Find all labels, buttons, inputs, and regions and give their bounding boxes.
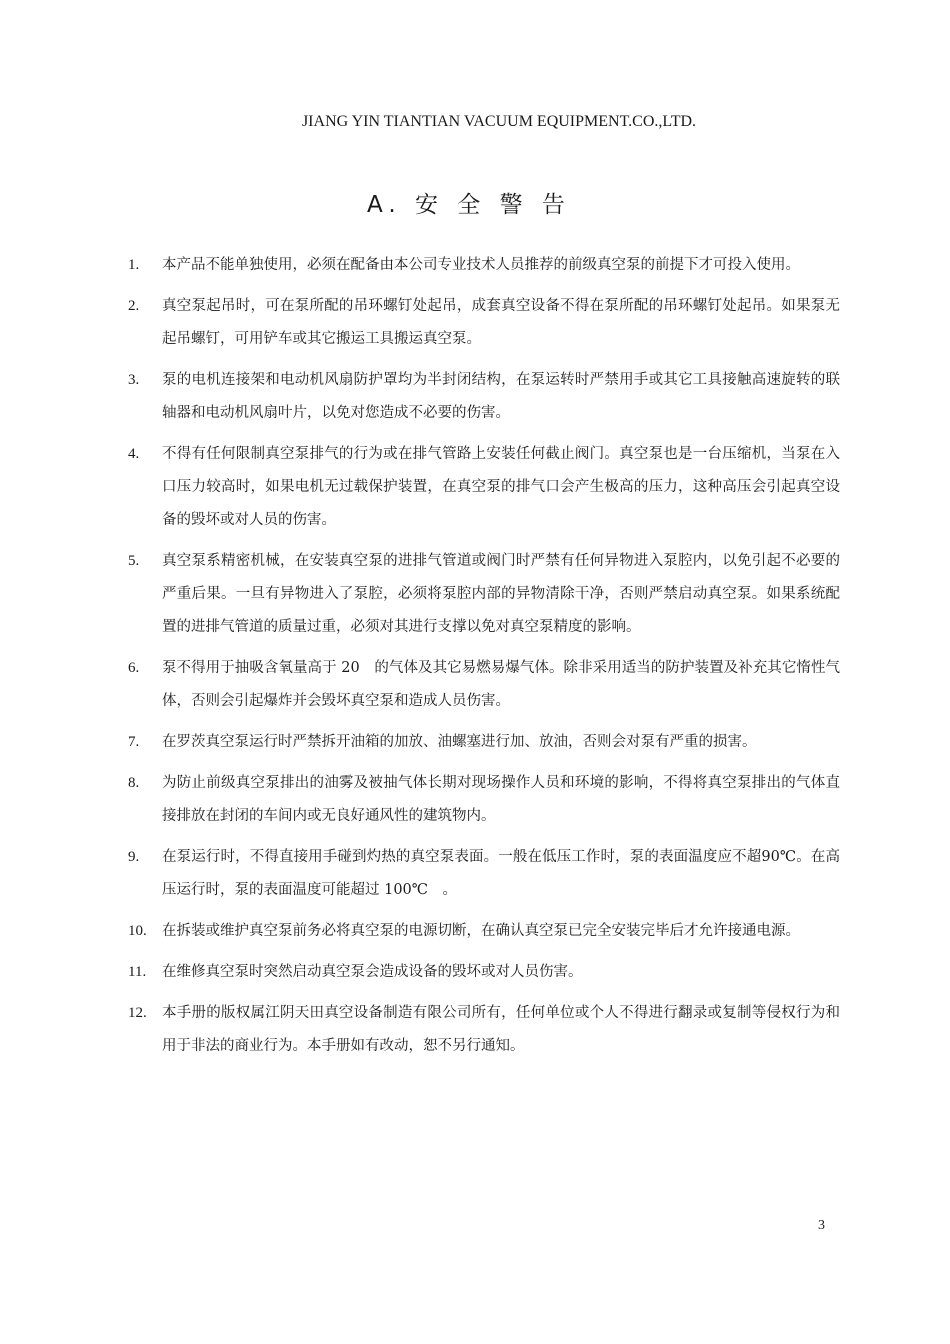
item-text: 在泵运行时，不得直接用手碰到灼热的真空泵表面。一般在低压工作时，泵的表面温度应不超90℃。在高压运行时，泵的表面温度可能超过 100℃ 。: [162, 849, 840, 898]
item-number: 5.: [128, 553, 140, 569]
company-header: JIANG YIN TIANTIAN VACUUM EQUIPMENT.CO.,LTD.: [301, 113, 697, 130]
item-number: 8.: [128, 775, 140, 791]
page-title: A. 安 全 警 告: [367, 192, 571, 218]
item-number: 2.: [128, 298, 140, 314]
item-number: 1.: [128, 257, 140, 273]
item-text: 在罗茨真空泵运行时严禁拆开油箱的加放、油螺塞进行加、放油，否则会对泵有严重的损害。: [162, 734, 757, 750]
list-item: [120, 997, 840, 1063]
item-number: 9.: [128, 849, 140, 865]
list-item: [120, 956, 840, 989]
list-item: [120, 290, 840, 356]
list-item: [120, 438, 840, 537]
item-number: 10.: [128, 923, 147, 939]
item-text: 真空泵起吊时，可在泵所配的吊环螺钉处起吊，成套真空设备不得在泵所配的吊环螺钉处起吊。如果泵无起吊螺钉，可用铲车或其它搬运工具搬运真空泵。: [162, 298, 840, 347]
item-text: 不得有任何限制真空泵排气的行为或在排气管路上安装任何截止阀门。真空泵也是一台压缩机，当泵在入口压力较高时，如果电机无过载保护装置，在真空泵的排气口会产生极高的压力，这种高压会引起真空设备的毁坏或对人员的伤害。: [162, 446, 840, 528]
list-item: [120, 364, 840, 430]
safety-warning-list: [120, 249, 840, 1071]
item-text: 本手册的版权属江阴天田真空设备制造有限公司所有，任何单位或个人不得进行翻录或复制等侵权行为和用于非法的商业行为。本手册如有改动，恕不另行通知。: [162, 1005, 840, 1054]
list-item: [120, 545, 840, 644]
item-text: 为防止前级真空泵排出的油雾及被抽气体长期对现场操作人员和环境的影响，不得将真空泵排出的气体直接排放在封闭的车间内或无良好通风性的建筑物内。: [162, 775, 840, 824]
item-text: 真空泵系精密机械，在安装真空泵的进排气管道或阀门时严禁有任何异物进入泵腔内，以免引起不必要的严重后果。一旦有异物进入了泵腔，必须将泵腔内部的异物清除干净，否则严禁启动真空泵。如果系统配置的进排气管道的质量过重，必须对其进行支撑以免对真空泵精度的影响。: [162, 553, 840, 635]
list-item: [120, 249, 840, 282]
item-number: 4.: [128, 446, 140, 462]
list-item: [120, 726, 840, 759]
list-item: [120, 841, 840, 907]
item-number: 7.: [128, 734, 140, 750]
item-number: 3.: [128, 372, 140, 388]
item-text: 在拆装或维护真空泵前务必将真空泵的电源切断，在确认真空泵已完全安装完毕后才允许接通电源。: [162, 923, 800, 939]
list-item: [120, 915, 840, 948]
item-number: 12.: [128, 1005, 147, 1021]
page-number: 3: [818, 1218, 825, 1233]
item-text: 本产品不能单独使用，必须在配备由本公司专业技术人员推荐的前级真空泵的前提下才可投入使用。: [162, 257, 800, 273]
item-text: 泵的电机连接架和电动机风扇防护罩均为半封闭结构，在泵运转时严禁用手或其它工具接触高速旋转的联轴器和电动机风扇叶片，以免对您造成不必要的伤害。: [162, 372, 840, 421]
item-number: 6.: [128, 660, 140, 676]
item-number: 11.: [128, 964, 147, 980]
item-text: 泵不得用于抽吸含氧量高于 20 的气体及其它易燃易爆气体。除非采用适当的防护装置及补充其它惰性气体，否则会引起爆炸并会毁坏真空泵和造成人员伤害。: [162, 660, 840, 709]
list-item: [120, 652, 840, 718]
list-item: [120, 767, 840, 833]
item-text: 在维修真空泵时突然启动真空泵会造成设备的毁坏或对人员伤害。: [162, 964, 583, 980]
